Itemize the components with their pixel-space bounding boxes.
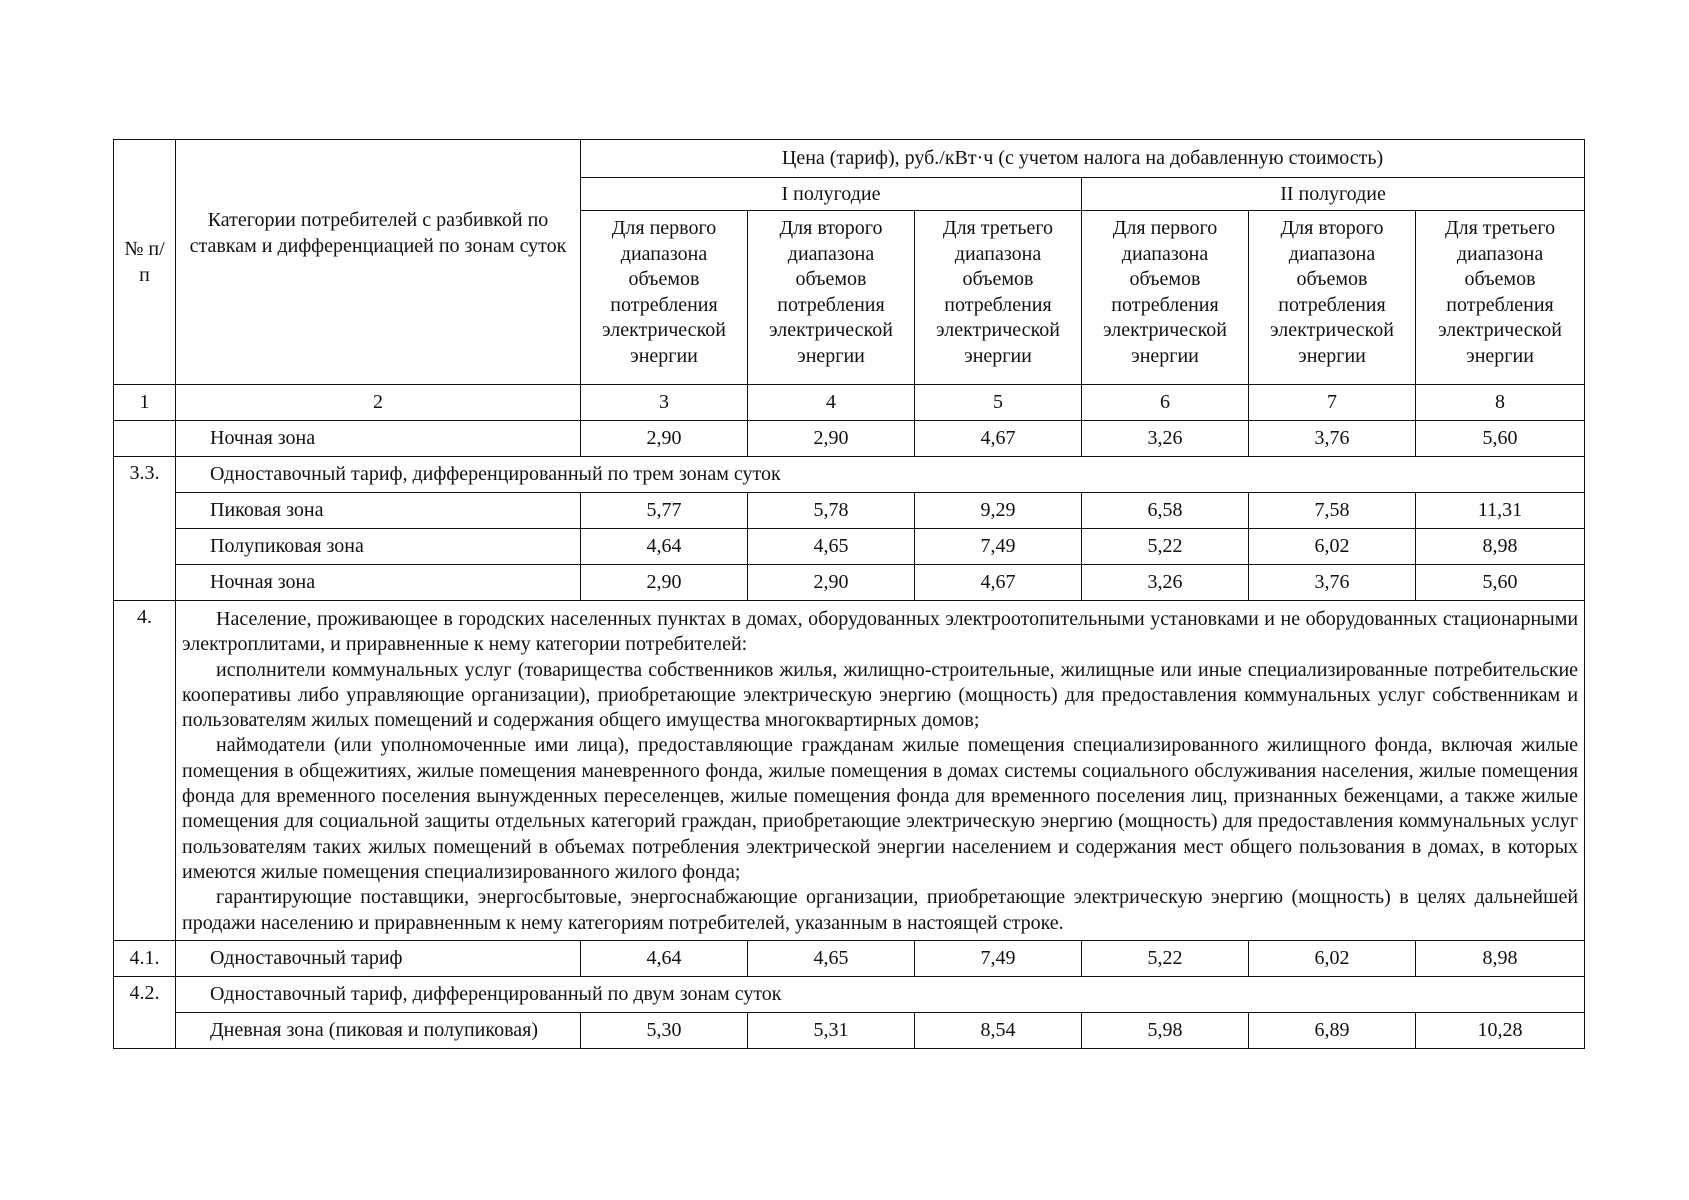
tariff-value: 5,98 bbox=[1082, 1012, 1249, 1048]
column-number: 7 bbox=[1249, 385, 1416, 421]
column-number: 6 bbox=[1082, 385, 1249, 421]
table-row-section-3-3 bbox=[114, 457, 1585, 493]
table-row-peak-zone bbox=[114, 493, 1585, 529]
tariff-value: 4,64 bbox=[581, 529, 748, 565]
paragraph: исполнители коммунальных услуг (товарищества собственников жилья, жилищно-строительные, жилищные или иные специализированные потребительские кооперативы либо управляющие организации), приобретающие электрическую энергию (мощность) для предоставления коммунальных услуг собственникам и пользователям жилых помещений и содержания общего имущества многоквартирных домов; bbox=[182, 658, 1579, 732]
row-label: Пиковая зона bbox=[176, 493, 581, 529]
tariff-value: 4,67 bbox=[915, 421, 1082, 457]
tariff-value: 2,90 bbox=[581, 565, 748, 601]
tariff-value: 8,98 bbox=[1416, 529, 1585, 565]
row-label: Полупиковая зона bbox=[176, 529, 581, 565]
header-price: Цена (тариф), руб./кВт·ч (с учетом налога на добавленную стоимость) bbox=[581, 140, 1585, 178]
row-number-cell: 4.2. bbox=[114, 976, 176, 1048]
tariff-value: 4,64 bbox=[581, 940, 748, 976]
header-no: № п/п bbox=[114, 140, 176, 385]
tariff-value: 2,90 bbox=[748, 565, 915, 601]
section-4-description bbox=[176, 601, 1585, 941]
header-range-3-h2: Для третьего диапазона объемов потребления электрической энергии bbox=[1416, 211, 1585, 385]
paragraph: гарантирующие поставщики, энергосбытовые, энергоснабжающие организации, приобретающие электрическую энергию (мощность) в целях дальнейшей продажи населению и приравненным к нему категориям потребителей, указанным в настоящей строке. bbox=[182, 886, 1579, 934]
tariff-value: 4,65 bbox=[748, 940, 915, 976]
row-number-cell bbox=[114, 421, 176, 457]
column-number: 3 bbox=[581, 385, 748, 421]
header-row-column-numbers bbox=[114, 385, 1585, 421]
tariff-table bbox=[113, 139, 1585, 1049]
row-label: Ночная зона bbox=[176, 421, 581, 457]
section-title: Одноставочный тариф, дифференцированный по двум зонам суток bbox=[176, 976, 1585, 1012]
tariff-value: 7,49 bbox=[915, 529, 1082, 565]
tariff-value: 6,89 bbox=[1249, 1012, 1416, 1048]
tariff-value: 8,54 bbox=[915, 1012, 1082, 1048]
column-number: 1 bbox=[114, 385, 176, 421]
tariff-value: 3,76 bbox=[1249, 421, 1416, 457]
paragraph: наймодатели (или уполномоченные ими лица), предоставляющие гражданам жилые помещения специализированного жилищного фонда, включая жилые помещения в общежитиях, жилые помещения маневренного фонда, жилые помещения в домах системы социального обслуживания населения, жилые помещения фонда для временного поселения вынужденных переселенцев, жилые помещения фонда для временного поселения лиц, признанных беженцами, а также жилые помещения для социальной защиты отдельных категорий граждан, приобретающие электрическую энергию (мощность) для предоставления коммунальных услуг пользователям таких жилых помещений в объемах потребления электрической энергии населением и содержания мест общего пользования в домах, в которых имеются жилые помещения специализированного жилого фонда; bbox=[182, 734, 1579, 883]
tariff-value: 5,78 bbox=[748, 493, 915, 529]
row-number-cell: 4.1. bbox=[114, 940, 176, 976]
column-number: 5 bbox=[915, 385, 1082, 421]
tariff-value: 5,22 bbox=[1082, 940, 1249, 976]
header-row-price bbox=[114, 140, 1585, 178]
tariff-value: 3,26 bbox=[1082, 421, 1249, 457]
tariff-value: 3,26 bbox=[1082, 565, 1249, 601]
table-row-night-zone-continued bbox=[114, 421, 1585, 457]
tariff-value: 9,29 bbox=[915, 493, 1082, 529]
tariff-value: 3,76 bbox=[1249, 565, 1416, 601]
table-row-half-peak-zone bbox=[114, 529, 1585, 565]
tariff-value: 6,02 bbox=[1249, 529, 1416, 565]
tariff-value: 5,30 bbox=[581, 1012, 748, 1048]
row-label: Дневная зона (пиковая и полупиковая) bbox=[176, 1012, 581, 1048]
row-number-cell: 4. bbox=[114, 601, 176, 941]
section-title: Одноставочный тариф, дифференцированный по трем зонам суток bbox=[176, 457, 1585, 493]
header-category: Категории потребителей с разбивкой по ставкам и дифференциацией по зонам суток bbox=[176, 140, 581, 385]
tariff-value: 8,98 bbox=[1416, 940, 1585, 976]
column-number: 4 bbox=[748, 385, 915, 421]
column-number: 2 bbox=[176, 385, 581, 421]
tariff-value: 4,65 bbox=[748, 529, 915, 565]
tariff-value: 5,77 bbox=[581, 493, 748, 529]
header-half-2: II полугодие bbox=[1082, 178, 1585, 211]
tariff-value: 5,60 bbox=[1416, 565, 1585, 601]
header-range-1-h2: Для первого диапазона объемов потребления электрической энергии bbox=[1082, 211, 1249, 385]
row-number-cell: 3.3. bbox=[114, 457, 176, 601]
header-range-2-h2: Для второго диапазона объемов потребления электрической энергии bbox=[1249, 211, 1416, 385]
header-range-1-h1: Для первого диапазона объемов потребления электрической энергии bbox=[581, 211, 748, 385]
table-row-night-zone bbox=[114, 565, 1585, 601]
tariff-value: 2,90 bbox=[581, 421, 748, 457]
tariff-value: 7,58 bbox=[1249, 493, 1416, 529]
table-row-section-4-1 bbox=[114, 940, 1585, 976]
tariff-value: 2,90 bbox=[748, 421, 915, 457]
row-label: Ночная зона bbox=[176, 565, 581, 601]
tariff-value: 7,49 bbox=[915, 940, 1082, 976]
header-range-3-h1: Для третьего диапазона объемов потребления электрической энергии bbox=[915, 211, 1082, 385]
tariff-value: 6,02 bbox=[1249, 940, 1416, 976]
table-row-day-zone bbox=[114, 1012, 1585, 1048]
header-range-2-h1: Для второго диапазона объемов потребления электрической энергии bbox=[748, 211, 915, 385]
table-row-section-4 bbox=[114, 601, 1585, 941]
row-label: Одноставочный тариф bbox=[176, 940, 581, 976]
column-number: 8 bbox=[1416, 385, 1585, 421]
header-half-1: I полугодие bbox=[581, 178, 1082, 211]
table-row-section-4-2 bbox=[114, 976, 1585, 1012]
tariff-value: 4,67 bbox=[915, 565, 1082, 601]
tariff-value: 11,31 bbox=[1416, 493, 1585, 529]
tariff-value: 6,58 bbox=[1082, 493, 1249, 529]
tariff-value: 10,28 bbox=[1416, 1012, 1585, 1048]
tariff-value: 5,60 bbox=[1416, 421, 1585, 457]
paragraph: Население, проживающее в городских населенных пунктах в домах, оборудованных электроотопительными установками и не оборудованных стационарными электроплитами, и приравненные к нему категории потребителей: bbox=[182, 608, 1579, 656]
tariff-value: 5,31 bbox=[748, 1012, 915, 1048]
tariff-value: 5,22 bbox=[1082, 529, 1249, 565]
